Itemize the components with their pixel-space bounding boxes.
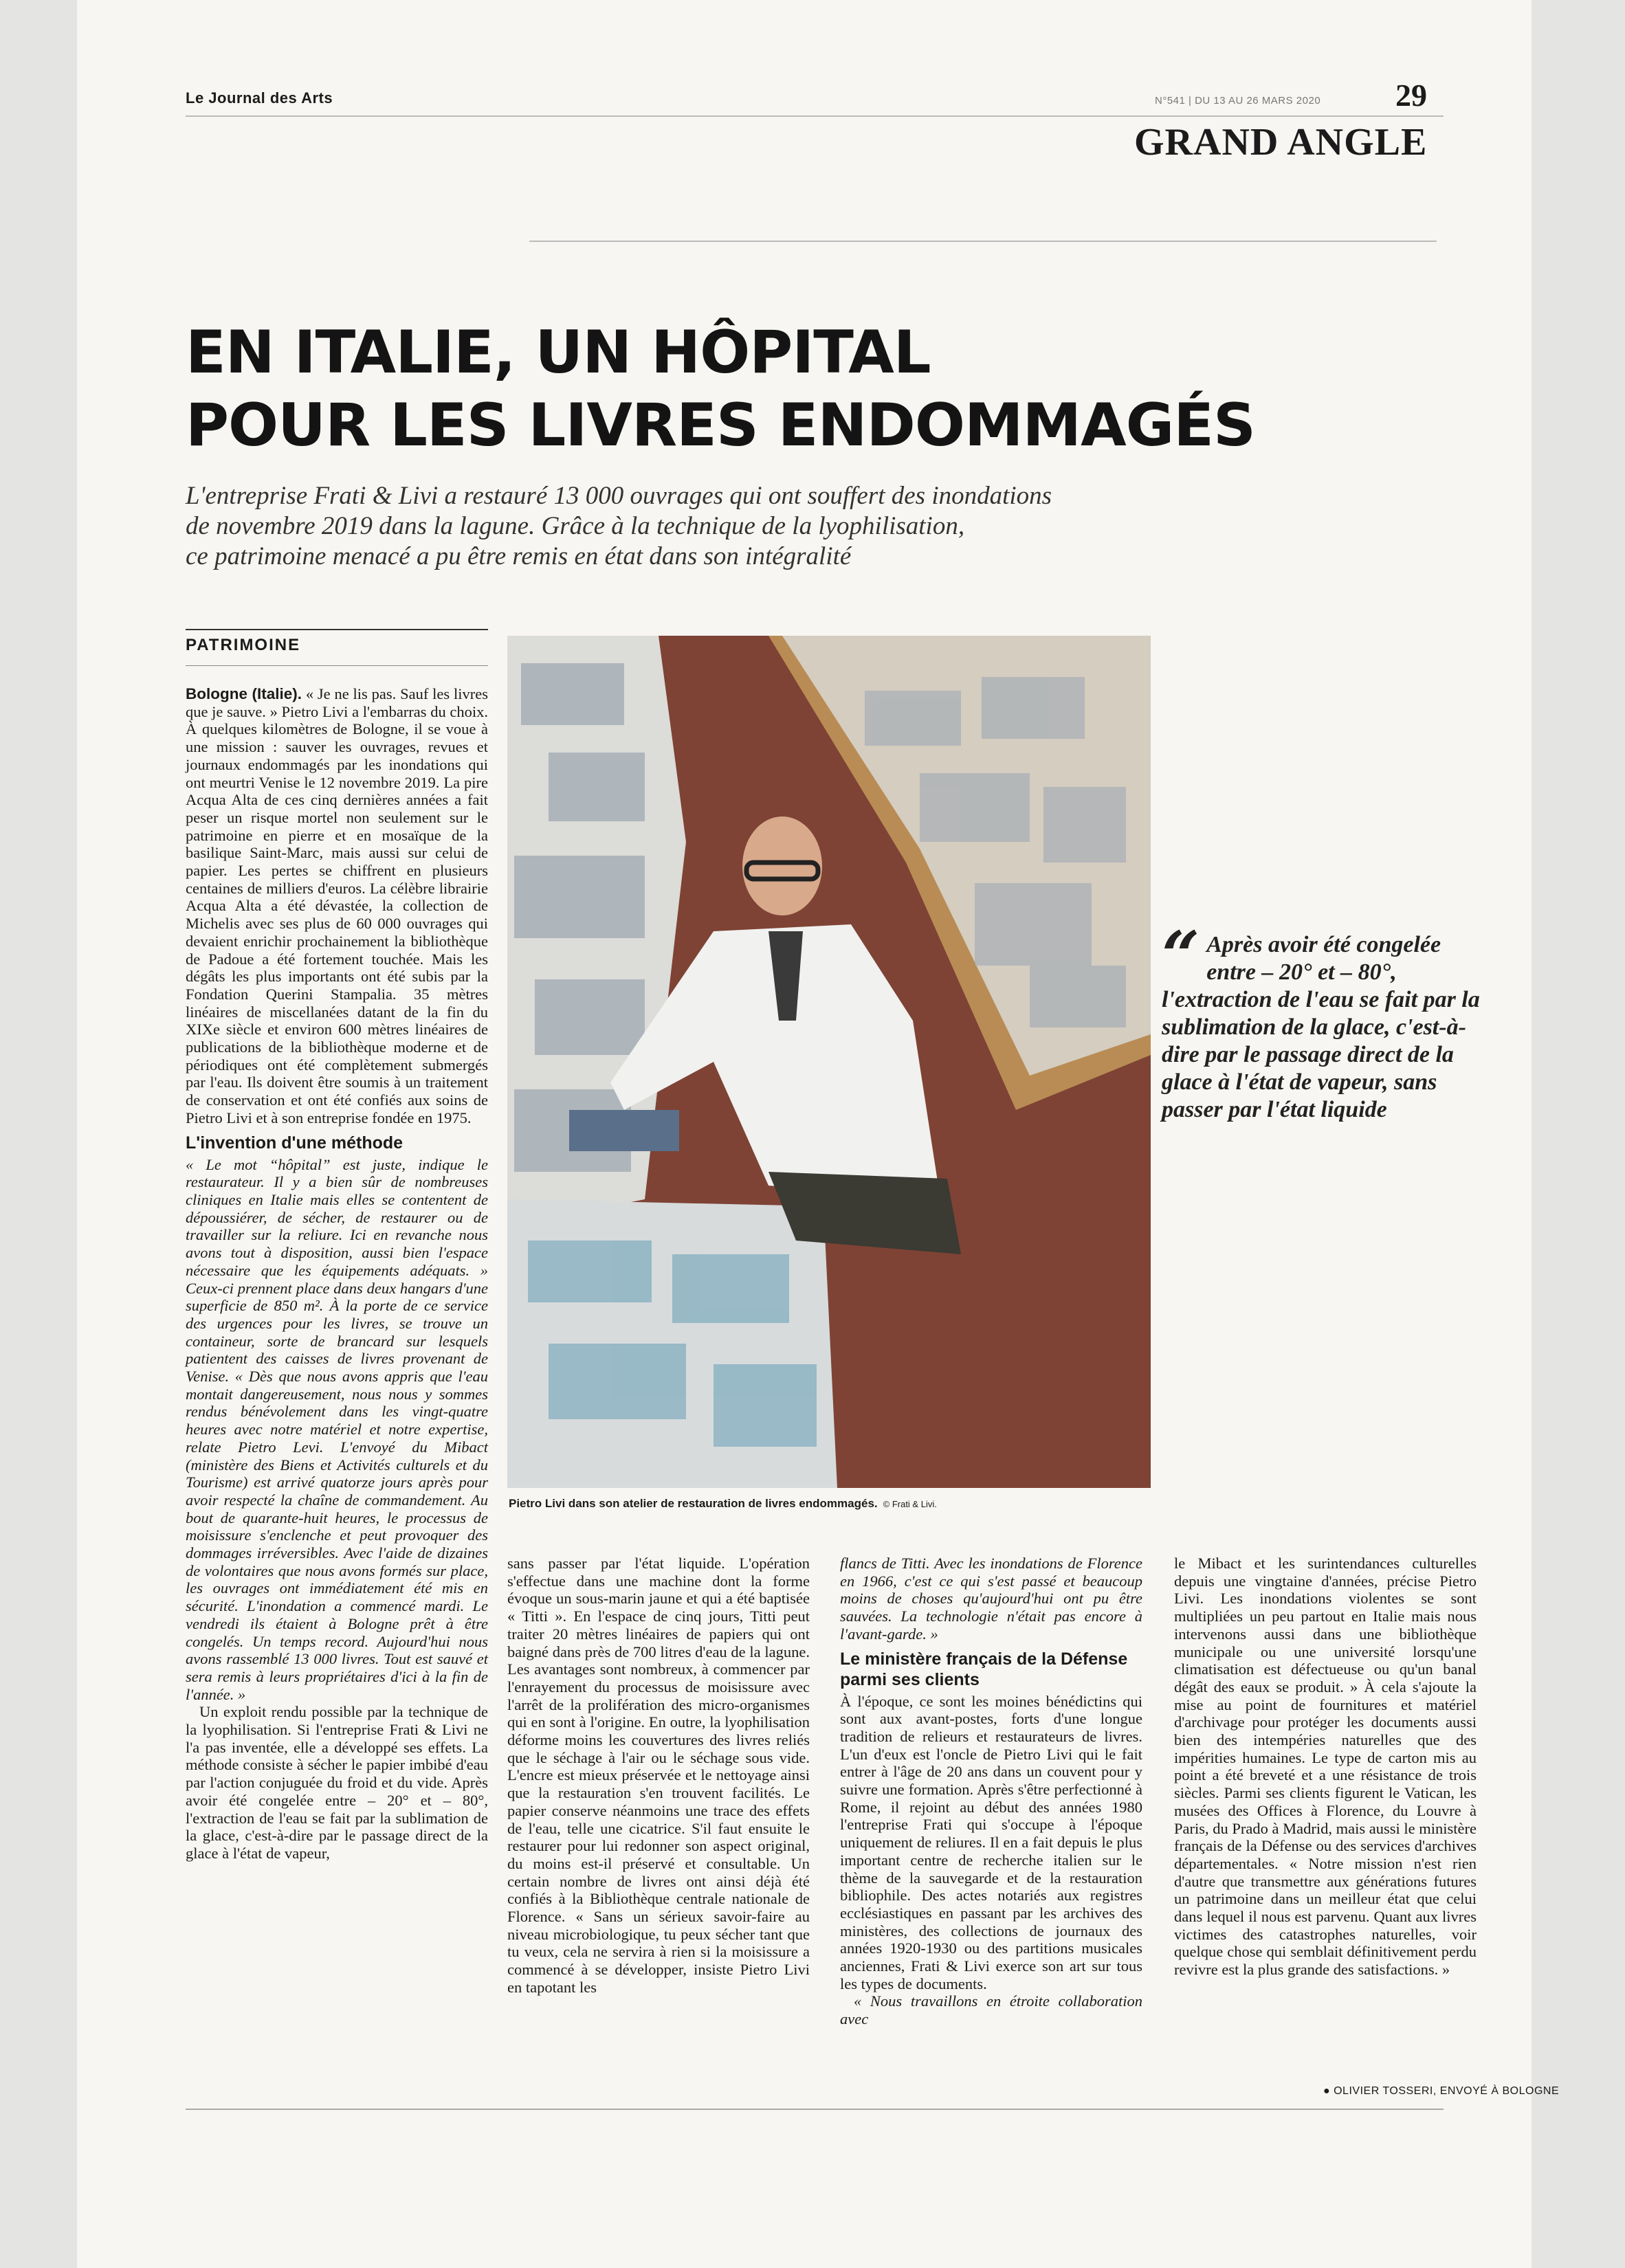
page-number: 29 — [1395, 78, 1427, 113]
issue-info: N°541 | DU 13 AU 26 MARS 2020 — [1155, 95, 1321, 107]
section-title: GRAND ANGLE — [1134, 121, 1428, 164]
header-rule — [186, 115, 1444, 117]
journal-name: Le Journal des Arts — [186, 89, 333, 107]
subheading-ministere: Le ministère français de la Défense parmi ses clients — [840, 1649, 1128, 1689]
dateline: Bologne (Italie). — [186, 685, 302, 702]
col1-paragraph-1: « Je ne lis pas. Sauf les livres que je sauve. » Pietro Livi a l'embarras du choix. À quelques kilomètres de Bologne, il se voue à une mission : sauver les ouvrages, revues et journaux endommagés par les inondations qui ont meurtri Venise le 12 novembre 2019. La pire Acqua Alta de ces cinq dernières années a fait peser un risque mortel non seulement sur le patrimoine en pierre et en mosaïque de la basilique Saint-Marc, mais aussi sur celui de papier. Les pertes se chiffrent en plusieurs centaines de milliers d'euros. La célèbre librairie Acqua Alta a été dévastée, la collection de Michelis avec ses plus de 60 000 ouvrages qui devaient enrichir prochainement la bibliothèque de Padoue a été fortement touchée. Mais les dégâts les plus importants ont été subis par la Fondation Querini Stampalia. 35 mètres linéaires de miscellanées datant de la fin du XIXe siècle et environ 600 mètres linéaires de publications de la bibliothèque moderne et de périodiques ont été complètement submergés par l'eau. Ils doivent être soumis à un traitement de conservation et ont été confiés aux soins de Pietro Livi et à son entreprise fondée en 1975. — [186, 685, 488, 1126]
photo-illustration — [507, 636, 1151, 1488]
quote-mark-icon: “ — [1162, 917, 1200, 994]
col1-paragraph-3: Un exploit rendu possible par la technique de la lyophilisation. Si l'entreprise Frati & Livi ne l'a pas inventée, elle a développé ses effets. La méthode consiste à sécher le papier imbibé d'eau par l'action conjuguée du froid et du vide. Après avoir été congelée entre – 20° et – 80°, l'extraction de l'eau se fait par la sublimation de la glace, c'est-à-dire par le passage direct de la glace à l'état de vapeur, — [186, 1703, 488, 1862]
col4-paragraph-1: le Mibact et les surintendances culturelles depuis une vingtaine d'années, précise Pietro Livi. Les inondations violentes se sont multipliées un peu partout en Italie mais nous intervenons aussi dans une bibliothèque municipale ou une université lorsqu'une climatisation est défectueuse ou qu'un banal dégât des eaux se produit. » À cela s'ajoute la mise au point de fournitures et matériel d'archivage pour protéger les documents aussi bien des intempéries naturelles que des impérities humaines. Le type de carton mis au point a été breveté et a une résistance de trois siècles. Parmi ses clients figurent le Vatican, les musées des Offices à Florence, du Louvre à Paris, du Prado à Madrid, mais aussi le ministère français de la Défense ou des services d'archives départementales. « Notre mission n'est rien d'autre que transmettre aux générations futures un patrimoine dans un meilleur état que celui dans lequel il nous est parvenu. Quant aux livres victimes des catastrophes naturelles, voir quelque chose qui semblait définitivement perdu revivre est la plus grande des satisfactions. » — [1174, 1555, 1477, 1979]
rubric-label: PATRIMOINE — [186, 636, 301, 654]
standfirst — [186, 481, 1217, 572]
section-rule — [529, 241, 1437, 242]
column-2 — [507, 1555, 810, 1997]
photo-caption — [509, 1497, 937, 1511]
standfirst-line-3: ce patrimoine menacé a pu être remis en état dans son intégralité — [186, 542, 852, 570]
rubric-rule-top — [186, 629, 488, 630]
pull-quote-text: Après avoir été congelée entre – 20° et – 80°, l'extraction de l'eau se fait par la sublimation de la glace, c'est-à-dire par le passage direct de la glace à l'état de vapeur, sans passer par l'état liquide — [1162, 932, 1480, 1122]
col3-paragraph-2: À l'époque, ce sont les moines bénédictins qui sont aux avant-postes, forts d'une longue tradition de relieurs et restaurateurs de livres. L'un d'eux est l'oncle de Pietro Livi qui le fait entrer à l'âge de 20 ans dans un couvent pour y suivre une formation. Après s'être perfectionné à Rome, il rejoint au début des années 1980 l'entreprise Frati qui s'occupe à l'époque uniquement de reliures. Il en a fait depuis le plus important centre de recherche italien sur le thème de la sauvegarde et de la restauration bibliophile. Des actes notariés aux registres ecclésiastiques en passant par les archives des ministères, des collections de journaux des années 1920-1930 ou des partitions musicales anciennes, Frati & Livi exerce son art sur tous les types de documents. — [840, 1692, 1142, 1992]
photo-credit: © Frati & Livi. — [883, 1499, 937, 1509]
column-4 — [1174, 1555, 1477, 1979]
column-3 — [840, 1555, 1142, 2028]
standfirst-line-1: L'entreprise Frati & Livi a restauré 13 000 ouvrages qui ont souffert des inondations — [186, 482, 1052, 510]
subheading-invention: L'invention d'une méthode — [186, 1133, 404, 1153]
article-photo — [507, 636, 1151, 1488]
book-in-hands — [569, 1110, 679, 1151]
byline-signature: ● OLIVIER TOSSERI, ENVOYÉ À BOLOGNE — [1323, 2085, 1560, 2097]
man-head — [742, 816, 822, 915]
rubric-rule-bottom — [186, 665, 488, 666]
col1-paragraph-2: « Le mot “hôpital” est juste, indique le restaurateur. Il y a bien sûr de nombreuses cliniques en Italie mais elles se contentent de dépoussiérer, de sécher, de restaurer ou de travailler sur la reliure. Ici en revanche nous avons tout à disposition, aussi bien l'espace nécessaire que les équipements adéquats. » Ceux-ci prennent place dans deux hangars d'une superficie de 850 m². À la porte de ce service des urgences pour les livres, se trouve un containeur, sorte de brancard sur lesquels patientent des caisses de livres provenant de Venise. « Dès que nous avons appris que l'eau montait dangereusement, nous nous y sommes rendus bénévolement dans les vingt-quatre heures avec notre matériel et notre expertise, relate Pietro Levi. L'envoyé du Mibact (ministère des Biens et Activités culturels et du Tourisme) est arrivé quatorze jours après pour avoir respecté la chaîne de commandement. Au bout de quarante-huit heures, le processus de moisissure s'enclenche et peut provoquer des dommages irréversibles. Avec l'aide de dizaines de volontaires que nous avons formés sur place, les ouvrages ont immédiatement été mis en sécurité. L'inondation a commencé mardi. Le vendredi ils étaient à Bologne prêt à être congelés. Un temps record. Aujourd'hui nous avons rassemblé 13 000 livres. Tout est sauvé et sera remis à leurs propriétaires d'ici à la fin de l'année. » — [186, 1155, 488, 1703]
col2-paragraph-1: sans passer par l'état liquide. L'opération s'effectue dans une machine dont la forme évoque un sous-marin jaune et qui a été baptisée « Titti ». En l'espace de cinq jours, Titti peut traiter 20 mètres linéaires de papiers qui ont baigné dans près de 700 litres d'eau de la lagune. Les avantages sont nombreux, à commencer par l'enrayement du processus de moisissure avec l'arrêt de la prolifération des micro-organismes qui en sont à l'origine. En outre, la lyophilisation déforme moins les couvertures des livres reliés que le séchage à l'air ou le séchage sous vide. L'encre est mieux préservée et le nettoyage ainsi que la restauration s'en trouvent facilités. Le papier conserve néanmoins une trace des effets de l'eau, telle une cicatrice. S'il faut ensuite le restaurer pour lui redonner son aspect original, du moins est-il préservé et consultable. Un certain nombre de livres ont ainsi déjà été confiés à la Bibliothèque centrale nationale de Florence. « Sans un sérieux savoir-faire au niveau microbiologique, tu peux sécher tant que tu veux, cela ne servira à rien si la moisissure a commencé à se développer, insiste Pietro Livi en tapotant les — [507, 1555, 810, 1996]
footer-rule — [186, 2109, 1444, 2110]
col3-paragraph-1: flancs de Titti. Avec les inondations de Florence en 1966, c'est ce qui s'est passé et beaucoup moins de choses qu'aujourd'hui ont pu être sauvées. La technologie n'était pas encore à l'avant-garde. » — [840, 1555, 1142, 1643]
headline — [186, 316, 1285, 462]
photo-caption-text: Pietro Livi dans son atelier de restauration de livres endommagés. — [509, 1497, 878, 1510]
standfirst-line-2: de novembre 2019 dans la lagune. Grâce à la technique de la lyophilisation, — [186, 512, 965, 540]
headline-line-1: EN ITALIE, UN HÔPITAL — [186, 318, 931, 387]
col3-paragraph-3: « Nous travaillons en étroite collaboration avec — [840, 1992, 1142, 2028]
headline-line-2: POUR LES LIVRES ENDOMMAGÉS — [186, 391, 1255, 460]
column-1 — [186, 685, 488, 1863]
pull-quote — [1162, 917, 1485, 1124]
